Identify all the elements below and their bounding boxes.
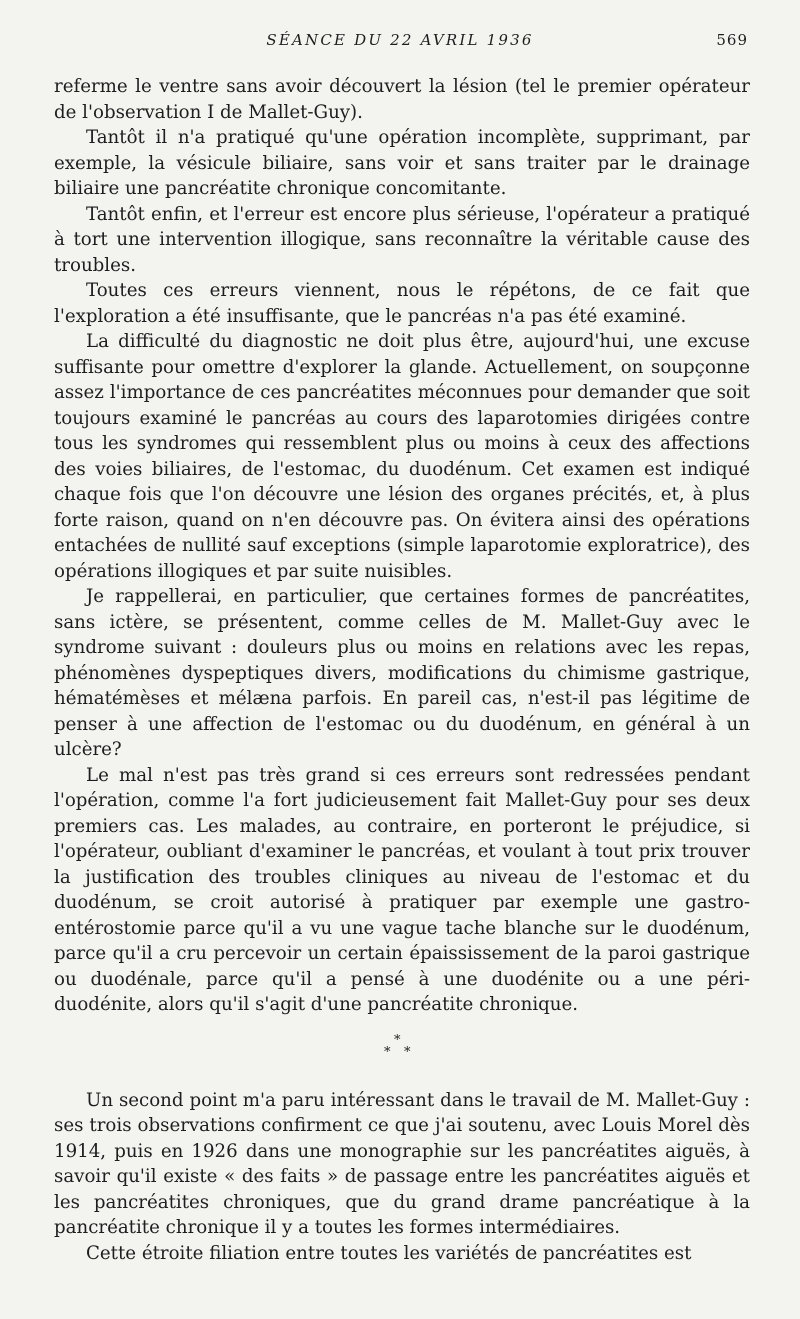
separator-star: * (384, 1044, 391, 1060)
page-header (0, 31, 800, 53)
section-two (54, 1088, 750, 1267)
paragraph-6: Je rappellerai, en particulier, que certaines formes de pancréatites, sans ictère, se présentent, comme celles de M. Mallet-Guy avec le syndrome suivant : douleurs plus ou moins en relations avec les repas, phénomènes dyspeptiques divers, modifications du chimisme gastrique, hématémèses et mélæna parfois. En pareil cas, n'est-il pas légitime de penser à une affection de l'estomac ou du duodénum, en général à un ulcère? (54, 586, 750, 760)
separator-star: * (394, 1032, 401, 1048)
paragraph-2: Tantôt il n'a pratiqué qu'une opération incomplète, supprimant, par exemple, la vésicule biliaire, sans voir et sans traiter par le drainage biliaire une pancréatite chronique concomitante. (54, 127, 750, 199)
paragraph-8: Un second point m'a paru intéressant dans le travail de M. Mallet-Guy : ses trois observations confirment ce que j'ai soutenu, avec Louis Morel dès 1914, puis en 1926 dans une monographie sur les pancréatites aiguës, à savoir qu'il existe « des faits » de passage entre les pancréatites aiguës et les pancréatites chroniques, que du grand drame pancréatique à la pancréatite chronique il y a toutes les formes intermédiaires. (54, 1089, 750, 1238)
page-number: 569 (716, 31, 748, 49)
asterism-separator (54, 1018, 750, 1088)
paragraph-3: Tantôt enfin, et l'erreur est encore plus sérieuse, l'opérateur a pratiqué à tort une intervention illogique, sans reconnaître la véritable cause des troubles. (54, 203, 750, 276)
paragraph-7: Le mal n'est pas très grand si ces erreurs sont redressées pendant l'opération, comme l'a fort judicieusement fait Mallet-Guy pour ses deux premiers cas. Les malades, au contraire, en porteront le préjudice, si l'opérateur, oubliant d'examiner le pancréas, et voulant à tout prix trouver la justification des troubles cliniques au niveau de l'estomac et du duodénum, se croit autorisé à pratiquer par exemple une gastro-entérostomie parce qu'il a vu une vague tache blanche sur le duodénum, parce qu'il a cru percevoir un certain épaississement de la paroi gastrique ou duodénale, parce qu'il a pensé à une duodénite ou a une péri-duodénite, alors qu'il s'agit d'une pancréatite chronique. (54, 764, 750, 1015)
separator-star: * (404, 1044, 411, 1060)
paragraph-1: referme le ventre sans avoir découvert la lésion (tel le premier opérateur de l'observation I de Mallet-Guy). (54, 76, 750, 123)
paragraph-5: La difficulté du diagnostic ne doit plus être, aujourd'hui, une excuse suffisante pour omettre d'explorer la glande. Actuellement, on soupçonne assez l'importance de ces pancréatites méconnues pour demander que soit toujours examiné le pancréas au cours des laparotomies dirigées contre tous les syndromes qui ressemblent plus ou moins à ceux des affections des voies biliaires, de l'estomac, du duodénum. Cet examen est indiqué chaque fois que l'on découvre une lésion des organes précités, et, à plus forte raison, quand on n'en découvre pas. On évitera ainsi des opérations entachées de nullité sauf exceptions (simple laparotomie exploratrice), des opérations illogiques et par suite nuisibles. (54, 331, 750, 582)
running-head: SÉANCE DU 22 AVRIL 1936 (266, 31, 534, 49)
paragraph-9: Cette étroite filiation entre toutes les variétés de pancréatites est (86, 1242, 692, 1264)
body-text (54, 74, 750, 1266)
paragraph-4: Toutes ces erreurs viennent, nous le répétons, de ce fait que l'exploration a été insuffisante, que le pancréas n'a pas été examiné. (54, 280, 750, 327)
